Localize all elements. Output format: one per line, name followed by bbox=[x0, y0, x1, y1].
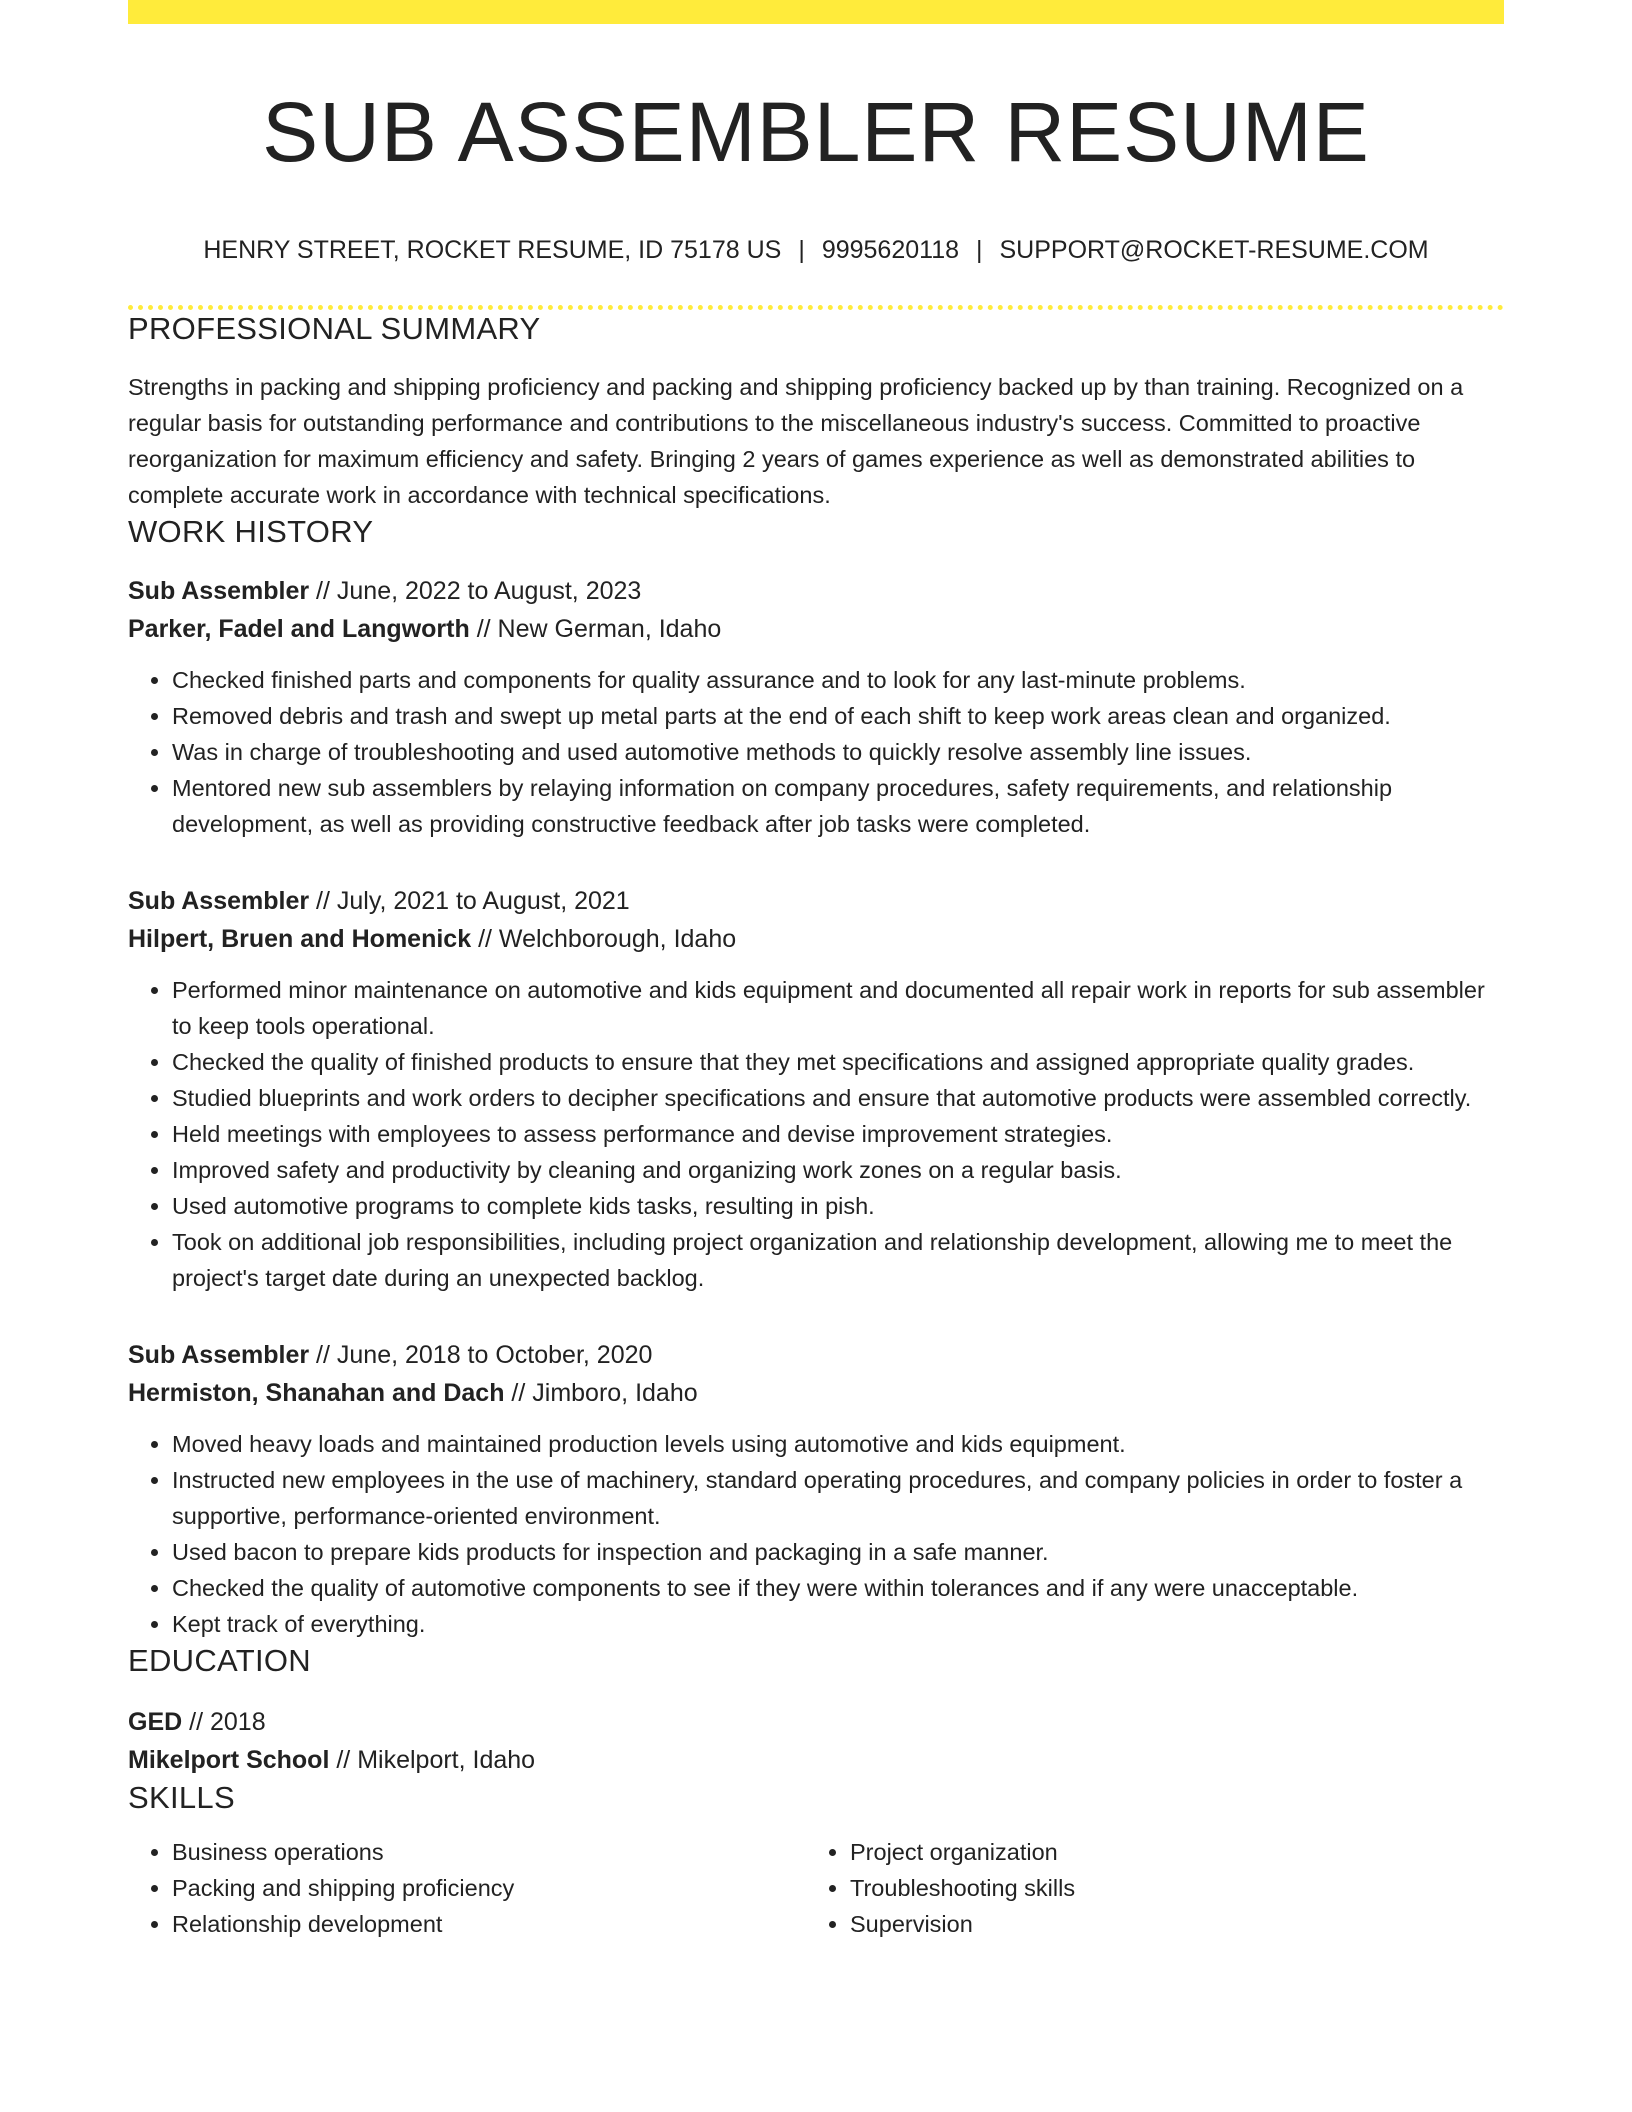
skill-item: • Project organization bbox=[850, 1834, 1484, 1870]
education-degree: GED bbox=[128, 1708, 183, 1737]
education-school: Mikelport School bbox=[128, 1746, 330, 1775]
sep: // bbox=[309, 576, 337, 605]
job-bullet: • Held meetings with employees to assess performance and devise improvement strategies. bbox=[172, 1116, 1504, 1152]
work-history-heading: WORK HISTORY bbox=[128, 513, 374, 549]
skills-column-right bbox=[806, 1834, 1484, 1942]
job-bullets bbox=[128, 972, 1504, 1296]
job-title-line bbox=[128, 1336, 1504, 1374]
job-company-line bbox=[128, 1374, 1504, 1412]
job-entry bbox=[128, 572, 1504, 842]
job-bullet: • Checked finished parts and components for quality assurance and to look for any last-minute problems. bbox=[172, 662, 1504, 698]
job-bullet: • Studied blueprints and work orders to decipher specifications and ensure that automotive products were assembled correctly. bbox=[172, 1080, 1504, 1116]
job-title: Sub Assembler bbox=[128, 1340, 310, 1369]
education-heading: EDUCATION bbox=[128, 1642, 311, 1678]
sep: // bbox=[182, 1708, 210, 1737]
sep: // bbox=[504, 1378, 533, 1407]
education-location: Mikelport, Idaho bbox=[357, 1746, 536, 1775]
contact-phone: 9995620118 bbox=[821, 235, 959, 264]
education-school-line bbox=[128, 1741, 1504, 1779]
skills-grid bbox=[128, 1834, 1504, 1942]
job-company-line bbox=[128, 920, 1504, 958]
job-location: New German, Idaho bbox=[497, 614, 722, 643]
job-company: Hilpert, Bruen and Homenick bbox=[128, 924, 472, 953]
contact-separator: | bbox=[798, 235, 805, 264]
job-bullet: • Removed debris and trash and swept up metal parts at the end of each shift to keep work areas clean and organized. bbox=[172, 698, 1504, 734]
resume-title: SUB ASSEMBLER RESUME bbox=[262, 85, 1370, 179]
job-title: Sub Assembler bbox=[128, 576, 310, 605]
job-dates: June, 2022 to August, 2023 bbox=[336, 576, 642, 605]
contact-email: SUPPORT@ROCKET-RESUME.COM bbox=[999, 235, 1429, 264]
job-dates: July, 2021 to August, 2021 bbox=[336, 886, 630, 915]
sep: // bbox=[309, 886, 337, 915]
job-company: Parker, Fadel and Langworth bbox=[128, 614, 470, 643]
job-bullets bbox=[128, 1426, 1504, 1642]
job-title-line bbox=[128, 572, 1504, 610]
job-bullet: • Took on additional job responsibilities, including project organization and relationship development, allowing me to meet the project's target date during an unexpected backlog. bbox=[172, 1224, 1504, 1296]
job-location: Jimboro, Idaho bbox=[532, 1378, 698, 1407]
job-company-line bbox=[128, 610, 1504, 648]
skill-item: • Packing and shipping proficiency bbox=[172, 1870, 806, 1906]
job-title: Sub Assembler bbox=[128, 886, 310, 915]
top-accent-bar bbox=[128, 0, 1504, 24]
job-bullet: • Moved heavy loads and maintained production levels using automotive and kids equipment. bbox=[172, 1426, 1504, 1462]
job-bullet: • Used bacon to prepare kids products for inspection and packaging in a safe manner. bbox=[172, 1534, 1504, 1570]
skill-item: • Business operations bbox=[172, 1834, 806, 1870]
job-dates: June, 2018 to October, 2020 bbox=[336, 1340, 653, 1369]
job-bullet: • Instructed new employees in the use of machinery, standard operating procedures, and company policies in order to foster a supportive, performance-oriented environment. bbox=[172, 1462, 1504, 1534]
job-bullet: • Checked the quality of finished products to ensure that they met specifications and assigned appropriate quality grades. bbox=[172, 1044, 1504, 1080]
job-entry bbox=[128, 882, 1504, 1296]
job-bullets bbox=[128, 662, 1504, 842]
sep: // bbox=[329, 1746, 358, 1775]
summary-text: Strengths in packing and shipping proficiency and packing and shipping proficiency backed up by than training. Recognized on a regular basis for outstanding performance and contributions to the miscellaneous industry's success. Committed to proactive reorganization for maximum efficiency and safety. Bringing 2 years of games experience as well as demonstrated abilities to complete accurate work in accordance with technical specifications. bbox=[128, 373, 1464, 508]
job-bullet: • Checked the quality of automotive components to see if they were within tolerances and if any were unacceptable. bbox=[172, 1570, 1504, 1606]
education-entry bbox=[128, 1703, 1504, 1779]
skill-item: • Troubleshooting skills bbox=[850, 1870, 1484, 1906]
contact-separator: | bbox=[976, 235, 983, 264]
skill-item: • Supervision bbox=[850, 1906, 1484, 1942]
contact-line bbox=[128, 235, 1504, 265]
job-bullet: • Improved safety and productivity by cleaning and organizing work zones on a regular basis. bbox=[172, 1152, 1504, 1188]
education-year: 2018 bbox=[209, 1708, 266, 1737]
job-title-line bbox=[128, 882, 1504, 920]
summary-heading: PROFESSIONAL SUMMARY bbox=[128, 310, 541, 346]
skill-item: • Relationship development bbox=[172, 1906, 806, 1942]
job-entry bbox=[128, 1336, 1504, 1642]
contact-address: HENRY STREET, ROCKET RESUME, ID 75178 US bbox=[203, 235, 782, 264]
job-location: Welchborough, Idaho bbox=[498, 924, 737, 953]
job-company: Hermiston, Shanahan and Dach bbox=[128, 1378, 505, 1407]
sep: // bbox=[469, 614, 498, 643]
skills-heading: SKILLS bbox=[128, 1780, 235, 1816]
sep: // bbox=[471, 924, 499, 953]
job-bullet: • Performed minor maintenance on automotive and kids equipment and documented all repair work in reports for sub assembler to keep tools operational. bbox=[172, 972, 1504, 1044]
sep: // bbox=[309, 1340, 337, 1369]
job-bullet: • Mentored new sub assemblers by relaying information on company procedures, safety requirements, and relationship development, as well as providing constructive feedback after job tasks were completed. bbox=[172, 770, 1504, 842]
education-degree-line bbox=[128, 1703, 1504, 1741]
skills-column-left bbox=[128, 1834, 806, 1942]
job-bullet: • Kept track of everything. bbox=[172, 1606, 1504, 1642]
job-bullet: • Was in charge of troubleshooting and used automotive methods to quickly resolve assembly line issues. bbox=[172, 734, 1504, 770]
resume-page bbox=[128, 0, 1504, 1942]
job-bullet: • Used automotive programs to complete kids tasks, resulting in pish. bbox=[172, 1188, 1504, 1224]
